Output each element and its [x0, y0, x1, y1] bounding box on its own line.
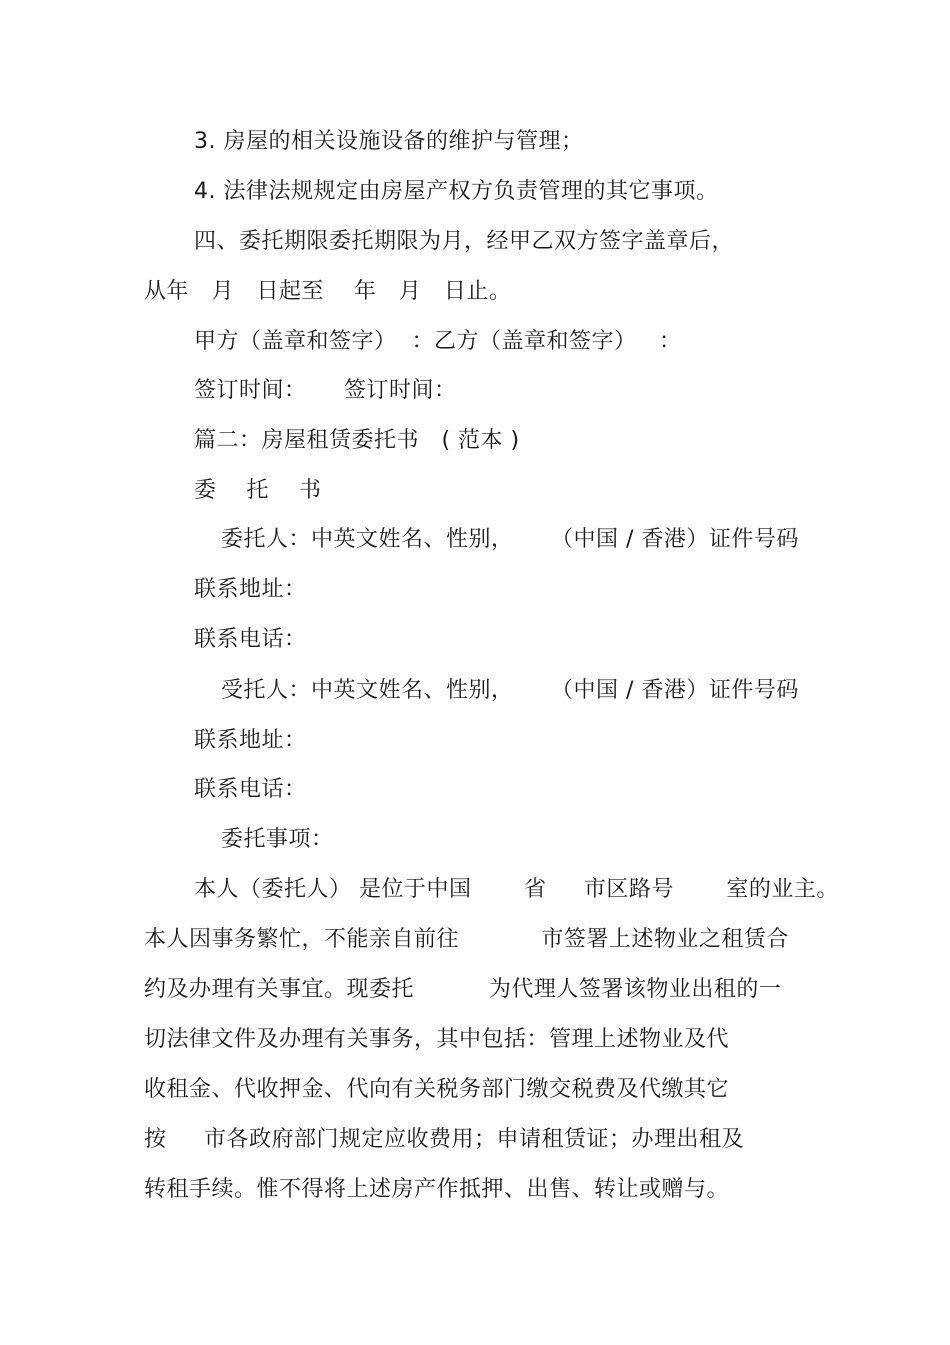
- text-line: 按 市各政府部门规定应收费用；申请租赁证；办理出租及: [144, 1127, 744, 1152]
- text-line: 从年 月 日起至 年 月 日止。: [144, 279, 512, 304]
- text-line: 3. 房屋的相关设施设备的维护与管理；: [194, 129, 584, 154]
- principal-line: 委托人：中英文姓名、性别， （中国 / 香港）证件号码: [221, 527, 799, 552]
- text-line: 委托事项：: [221, 827, 334, 852]
- agent-line: 受托人：中英文姓名、性别， （中国 / 香港）证件号码: [221, 678, 799, 703]
- text-line: 本人（委托人） 是位于中国 省 市区路号 室的业主。: [194, 877, 839, 902]
- section-heading: 篇二：房屋租赁委托书 ( 范本 ): [194, 428, 520, 453]
- text-line: 联系地址：: [194, 577, 307, 602]
- text-line: 本人因事务繁忙，不能亲自前往 市签署上述物业之租赁合: [144, 927, 789, 952]
- text-line: 转租手续。惟不得将上述房产作抵押、出售、转让或赠与。: [144, 1177, 730, 1202]
- text-line: 联系电话：: [194, 777, 307, 802]
- text-line: 收租金、代收押金、代向有关税务部门缴交税费及代缴其它: [144, 1077, 730, 1102]
- text-line: 四、委托期限委托期限为月，经甲乙双方签字盖章后，: [194, 229, 735, 254]
- text-line: 约及办理有关事宜。现委托 为代理人签署该物业出租的一: [144, 977, 782, 1002]
- document-title: 委 托 书: [194, 478, 322, 503]
- text-line: 签订时间： 签订时间：: [194, 378, 457, 403]
- text-line: 联系地址：: [194, 728, 307, 753]
- text-line: 4. 法律法规规定由房屋产权方负责管理的其它事项。: [194, 179, 719, 204]
- text-line: 切法律文件及办理有关事务，其中包括：管理上述物业及代: [144, 1027, 730, 1052]
- text-line: 联系电话：: [194, 627, 307, 652]
- text-line: 甲方（盖章和签字） ：乙方（盖章和签字） ：: [194, 329, 682, 354]
